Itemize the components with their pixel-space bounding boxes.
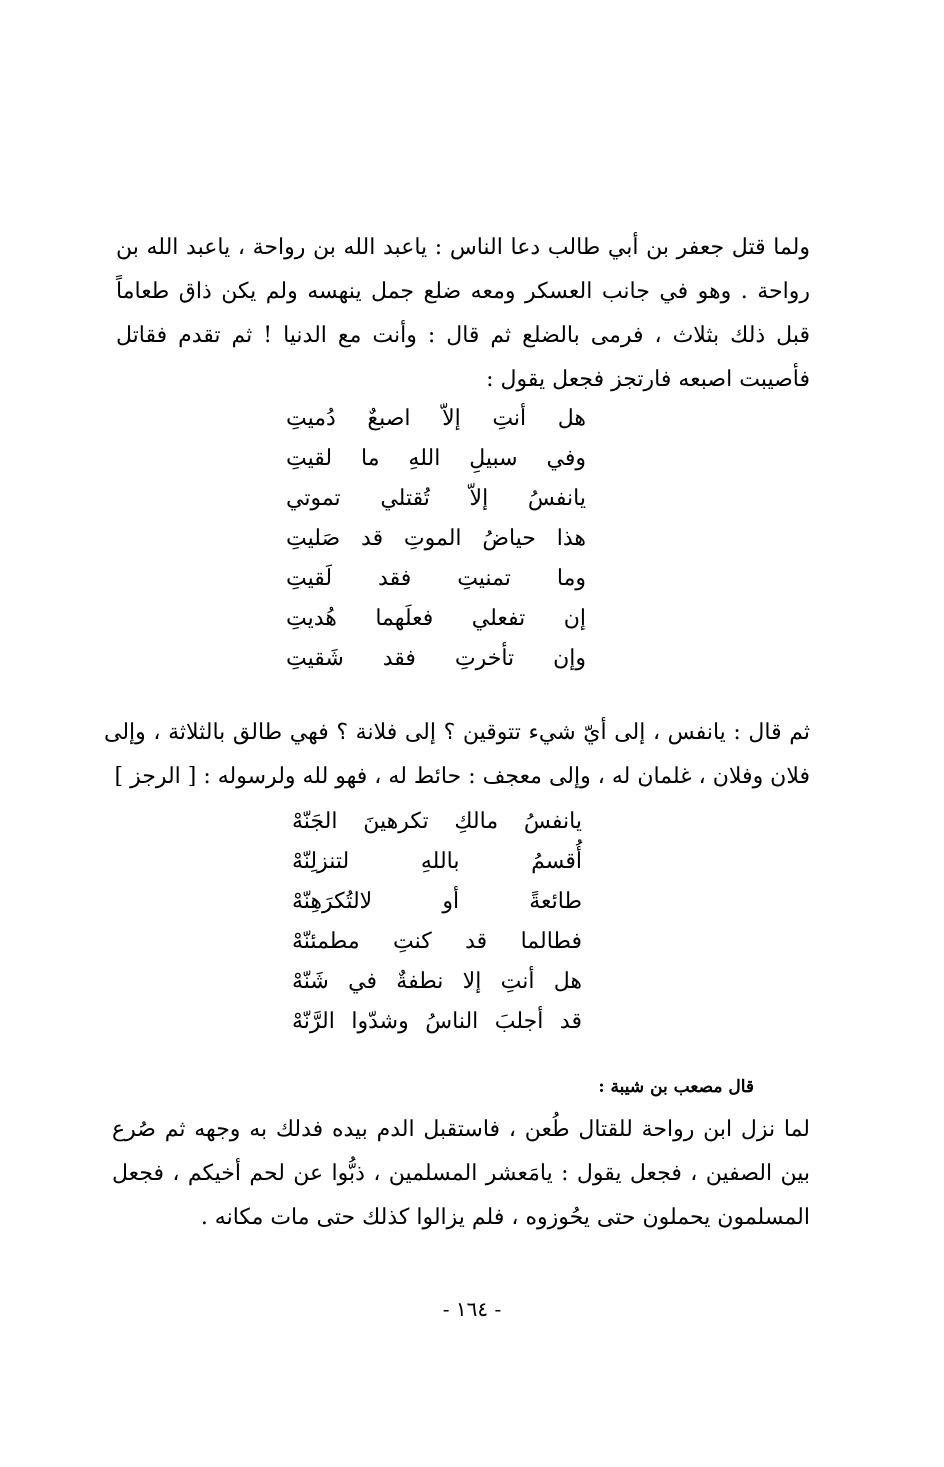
verse-line: فطالما قد كنتِ مطمئنّهْ (292, 929, 582, 954)
verse-line: إن تفعلي فعلَهما هُديتِ (286, 606, 586, 631)
paragraph-2: ثم قال : يانفس ، إلى أيّ شيء تتوقين ؟ إلى فلانة ؟ فهي طالق بالثلاثة ، وإلى فلان وفلان ، غلمان له ، وإلى معجف : حائط له ، فهو لله ولرسوله : [ الرجز ] (104, 720, 810, 789)
verse-line: وإن تأخرتِ فقد شَقيتِ (286, 646, 586, 671)
section-heading: قال مصعب بن شيبة : (598, 1077, 754, 1097)
verse-line: قد أجلبَ الناسُ وشدّوا الرَّنّهْ (292, 1009, 582, 1034)
verse-line: طائعةً أو لالتُكرَهِنّهْ (292, 889, 582, 914)
verse-line: وفي سبيلِ اللهِ ما لقيتِ (286, 446, 586, 471)
poem-2 (292, 802, 582, 1042)
paragraph-3: لما نزل ابن رواحة للقتال طُعن ، فاستقبل الدم بيده فدلك به وجهه ثم صُرع بين الصفين ، فجعل يقول : يامَعشر المسلمين ، ذبُّوا عن لحم أخيكم ، فجعل المسلمون يحملون حتى يحُوزوه ، فلم يزالوا كذلك حتى مات مكانه . (112, 1117, 810, 1230)
poem-1 (286, 399, 586, 679)
page-number: - ١٦٤ - (442, 1297, 502, 1321)
verse-line: يانفسُ مالكِ تكرهينَ الجَنّهْ (292, 809, 582, 834)
verse-line: هل أنتِ إلا نطفةٌ في شَنّهْ (292, 969, 582, 994)
verse-line: هذا حياضُ الموتِ قد صَليتِ (286, 526, 586, 551)
verse-line: هل أنتِ إلاّ اصبعٌ دُميتِ (286, 406, 586, 431)
paragraph-1: ولما قتل جعفر بن أبي طالب دعا الناس : ياعبد الله بن رواحة ، ياعبد الله بن رواحة . وهو في جانب العسكر ومعه ضلع جمل ينهسه ولم يكن ذاق طعاماً قبل ذلك بثلاث ، فرمى بالضلع ثم قال : وأنت مع الدنيا ! ثم تقدم فقاتل فأصيبت اصبعه فارتجز فجعل يقول : (116, 235, 811, 392)
verse-line: وما تمنيتِ فقد لَقيتِ (286, 566, 586, 591)
verse-line: أُقسمُ باللهِ لتنزلِنّهْ (292, 849, 582, 874)
verse-line: يانفسُ إلاّ تُقتلي تموتي (286, 486, 586, 511)
